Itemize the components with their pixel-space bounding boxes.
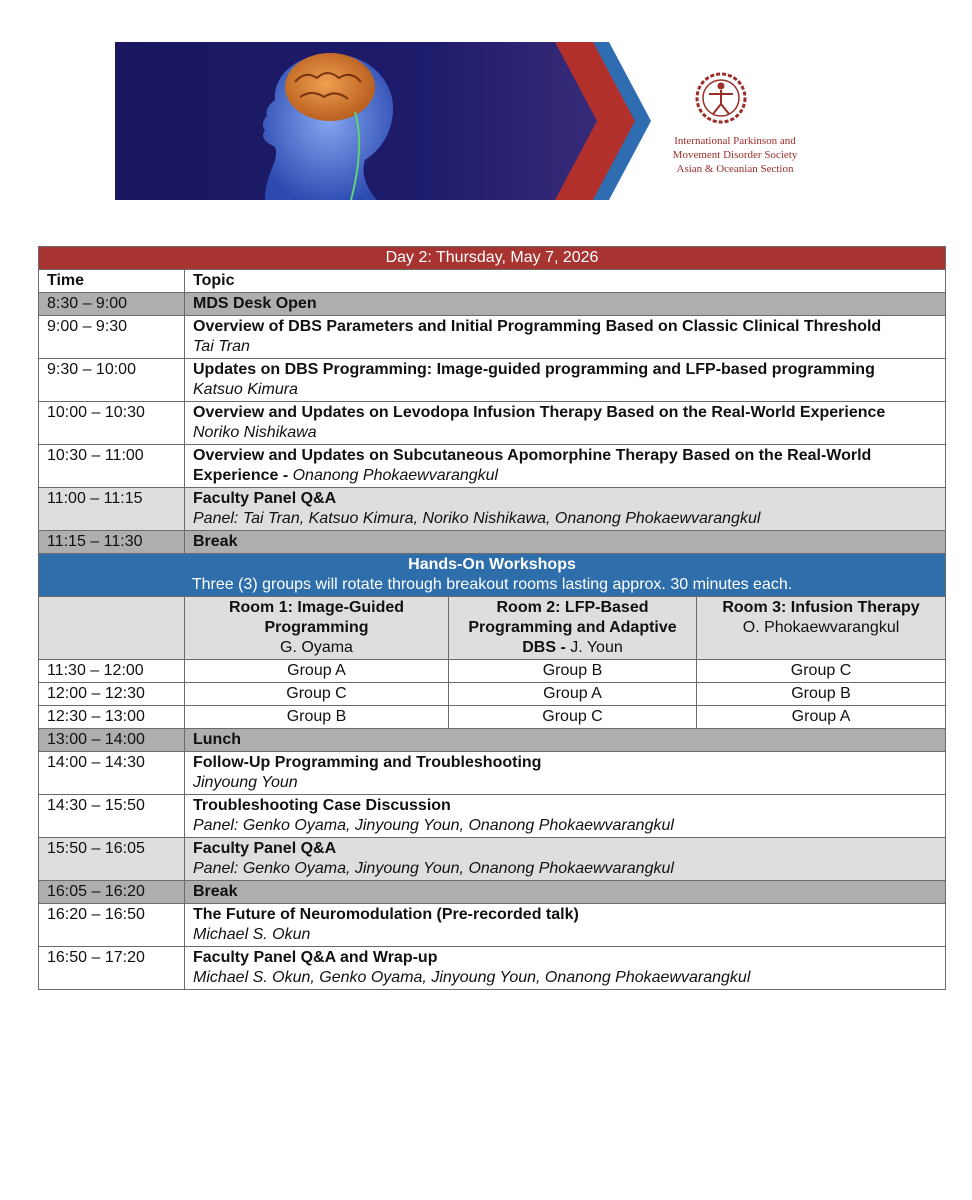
session-speaker: Panel: Genko Oyama, Jinyoung Youn, Onanong Phokaewvarangkul [193, 817, 674, 834]
rotation-row [39, 706, 946, 729]
workshop-header-row [39, 554, 946, 597]
society-name-line3: Asian & Oceanian Section [676, 163, 794, 175]
session-row [39, 488, 946, 531]
session-speaker: Katsuo Kimura [193, 381, 298, 398]
workshop-subtitle: Three (3) groups will rotate through breakout rooms lasting approx. 30 minutes each. [191, 576, 793, 593]
session-time: 13:00 – 14:00 [39, 729, 185, 752]
session-time: 9:30 – 10:00 [39, 359, 185, 402]
session-speaker: Tai Tran [193, 338, 250, 355]
rotation-row [39, 660, 946, 683]
session-topic-cell [185, 316, 946, 359]
session-row [39, 402, 946, 445]
column-header-time: Time [39, 270, 185, 293]
session-row [39, 359, 946, 402]
rotation-group: Group B [449, 660, 697, 683]
session-time: 15:50 – 16:05 [39, 838, 185, 881]
session-title: Faculty Panel Q&A and Wrap-up [193, 949, 438, 966]
session-title: Troubleshooting Case Discussion [193, 797, 451, 814]
session-speaker: Jinyoung Youn [193, 774, 298, 791]
rotation-row [39, 683, 946, 706]
room-lead: O. Phokaewvarangkul [742, 619, 900, 636]
session-speaker: Noriko Nishikawa [193, 424, 317, 441]
session-title: Faculty Panel Q&A [193, 840, 337, 857]
session-speaker: Onanong Phokaewvarangkul [292, 467, 499, 484]
session-topic-cell [185, 904, 946, 947]
session-row [39, 293, 946, 316]
session-time: 11:00 – 11:15 [39, 488, 185, 531]
session-time: 16:05 – 16:20 [39, 881, 185, 904]
session-row [39, 904, 946, 947]
session-time: 14:00 – 14:30 [39, 752, 185, 795]
room-name: Room 3: Infusion Therapy [722, 599, 920, 616]
rotation-group: Group A [449, 683, 697, 706]
session-topic-cell [185, 359, 946, 402]
rotation-group: Group A [697, 706, 946, 729]
session-topic-cell [185, 838, 946, 881]
session-row [39, 881, 946, 904]
session-time: 10:00 – 10:30 [39, 402, 185, 445]
session-title: Break [185, 881, 946, 904]
session-topic-cell [185, 752, 946, 795]
room-lead: J. Youn [570, 639, 623, 656]
room-name: Room 2: LFP-Based Programming and Adaptive DBS - [468, 599, 677, 656]
rotation-time: 11:30 – 12:00 [39, 660, 185, 683]
room-3-header [697, 597, 946, 660]
rotation-group: Group B [697, 683, 946, 706]
session-topic-cell [185, 445, 946, 488]
column-header-row [39, 270, 946, 293]
room-name: Room 1: Image-Guided Programming [228, 599, 405, 636]
room-lead: G. Oyama [280, 639, 353, 656]
session-time: 14:30 – 15:50 [39, 795, 185, 838]
column-header-topic: Topic [185, 270, 946, 293]
session-time: 11:15 – 11:30 [39, 531, 185, 554]
session-row [39, 947, 946, 990]
session-row [39, 316, 946, 359]
session-row [39, 752, 946, 795]
event-banner [115, 42, 803, 200]
session-row [39, 531, 946, 554]
day-title: Day 2: Thursday, May 7, 2026 [39, 247, 946, 270]
society-name-line1: International Parkinson and [674, 135, 796, 147]
session-time: 16:20 – 16:50 [39, 904, 185, 947]
session-speaker: Michael S. Okun, Genko Oyama, Jinyoung Youn, Onanong Phokaewvarangkul [193, 969, 751, 986]
session-topic-cell [185, 402, 946, 445]
workshop-title: Hands-On Workshops [408, 556, 576, 573]
session-topic-cell [185, 947, 946, 990]
rotation-group: Group A [185, 660, 449, 683]
session-title: Overview and Updates on Levodopa Infusion Therapy Based on the Real-World Experience [193, 404, 886, 421]
session-time: 10:30 – 11:00 [39, 445, 185, 488]
society-name-line2: Movement Disorder Society [672, 149, 798, 161]
session-time: 16:50 – 17:20 [39, 947, 185, 990]
rotation-group: Group C [449, 706, 697, 729]
session-title: Updates on DBS Programming: Image-guided programming and LFP-based programming [193, 361, 875, 378]
session-title: Overview of DBS Parameters and Initial Programming Based on Classic Clinical Threshold [193, 318, 882, 335]
session-topic-cell [185, 488, 946, 531]
session-row [39, 795, 946, 838]
session-row [39, 838, 946, 881]
schedule-table [38, 246, 946, 990]
session-title: The Future of Neuromodulation (Pre-recorded talk) [193, 906, 579, 923]
session-speaker: Panel: Tai Tran, Katsuo Kimura, Noriko Nishikawa, Onanong Phokaewvarangkul [193, 510, 761, 527]
session-title: Faculty Panel Q&A [193, 490, 337, 507]
rotation-group: Group C [185, 683, 449, 706]
rotation-group: Group C [697, 660, 946, 683]
session-time: 8:30 – 9:00 [39, 293, 185, 316]
rotation-time: 12:00 – 12:30 [39, 683, 185, 706]
session-speaker: Panel: Genko Oyama, Jinyoung Youn, Onanong Phokaewvarangkul [193, 860, 674, 877]
room-header-empty [39, 597, 185, 660]
rotation-group: Group B [185, 706, 449, 729]
society-logo-icon [693, 70, 749, 126]
room-2-header [449, 597, 697, 660]
session-time: 9:00 – 9:30 [39, 316, 185, 359]
session-speaker: Michael S. Okun [193, 926, 311, 943]
brain-icon [285, 53, 375, 121]
session-title: Lunch [185, 729, 946, 752]
session-title: Break [185, 531, 946, 554]
rotation-time: 12:30 – 13:00 [39, 706, 185, 729]
room-header-row [39, 597, 946, 660]
workshop-header-cell [39, 554, 946, 597]
session-topic-cell [185, 795, 946, 838]
session-row [39, 445, 946, 488]
session-row [39, 729, 946, 752]
session-title: Follow-Up Programming and Troubleshooting [193, 754, 542, 771]
room-1-header [185, 597, 449, 660]
session-title: MDS Desk Open [185, 293, 946, 316]
day-header-row [39, 247, 946, 270]
session-title: Overview and Updates on Subcutaneous Apomorphine Therapy Based on the Real-World Experience - [193, 447, 872, 484]
